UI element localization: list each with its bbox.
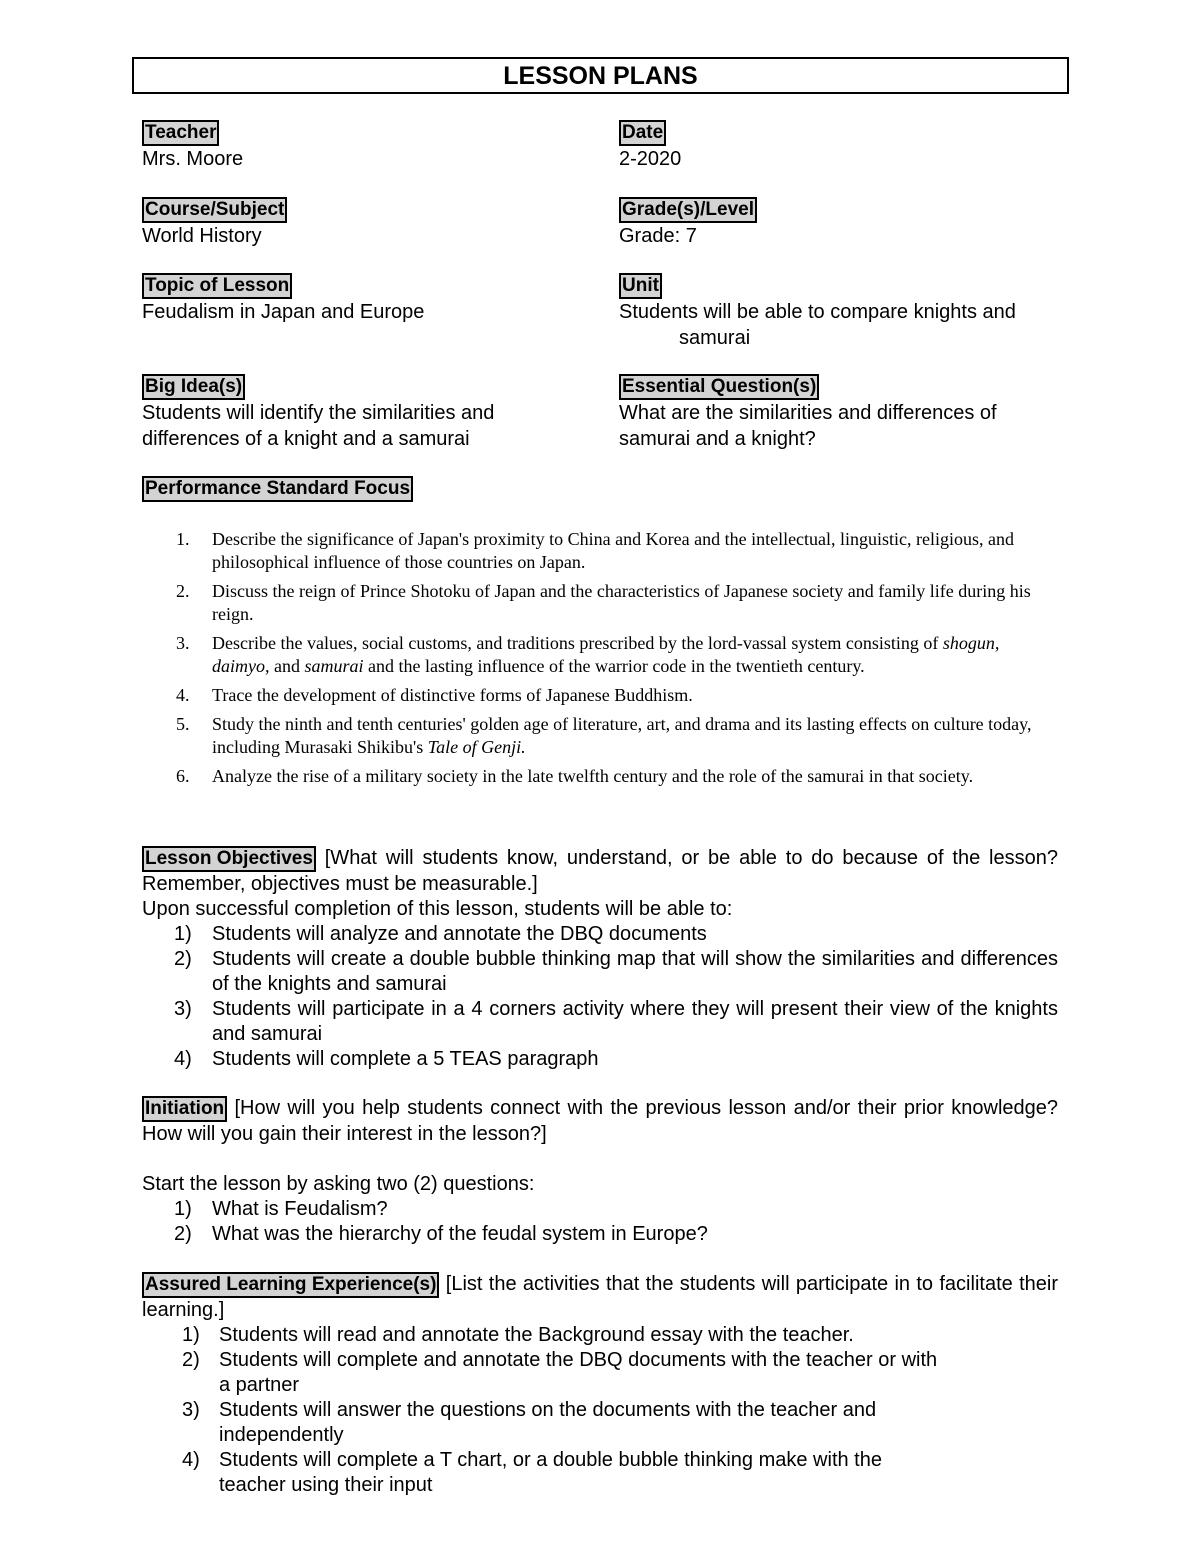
topic-label: Topic of Lesson [142,273,292,299]
list-item: 3) Students will answer the questions on the documents with the teacher and independently [182,1399,877,1446]
list-item: 3) Students will participate in a 4 corners activity where they will present their view of the knights and samurai [174,998,1058,1045]
unit-field [619,272,1059,351]
list-item: 2) Students will create a double bubble thinking map that will show the similarities and differences of the knights and samurai [174,948,1058,995]
teacher-label: Teacher [142,120,219,146]
grade-field [619,196,1059,249]
objectives-prompt: [What will students know, understand, or be able to do because of the lesson? Remember, objectives must be measurable.] [142,847,1058,895]
objectives-paragraph [142,846,1058,897]
list-item: 2) What was the hierarchy of the feudal system in Europe? [174,1223,708,1245]
performance-heading [142,475,413,502]
list-item: 1) Students will analyze and annotate the DBQ documents [174,923,707,945]
essential-question-field [619,373,1059,452]
list-item: 4) Students will complete a T chart, or a double bubble thinking make with the teacher using their input [182,1449,882,1496]
assured-list [142,1323,942,1498]
assured-learning-section [142,1272,1058,1498]
unit-line-1: Students will be able to compare knights and [619,301,1016,323]
initiation-intro: Start the lesson by asking two (2) questions: [142,1173,535,1195]
list-item: 4. Trace the development of distinctive forms of Japanese Buddhism. [176,685,693,705]
initiation-prompt: [How will you help students connect with the previous lesson and/or their prior knowledge? How will you gain their interest in the lesson?] [142,1097,1058,1145]
objectives-list [142,922,1058,1072]
big-idea-line-2: differences of a knight and a samurai [142,428,470,450]
date-value: 2-2020 [619,148,682,170]
course-value: World History [142,225,262,247]
list-item: 5. Study the ninth and tenth centuries' golden age of literature, art, and drama and its lasting effects on culture today, including Murasaki Shikibu's Tale of Genji. [176,714,1032,757]
essential-question-label: Essential Question(s) [619,374,819,400]
topic-field [142,272,582,325]
assured-label: Assured Learning Experience(s) [142,1272,439,1298]
list-item: 1) Students will read and annotate the Background essay with the teacher. [182,1324,854,1346]
big-idea-line-1: Students will identify the similarities and [142,402,495,424]
initiation-section [142,1096,1058,1247]
essential-question-line-2: samurai and a knight? [619,428,816,450]
grade-label: Grade(s)/Level [619,197,757,223]
big-idea-field [142,373,582,452]
date-label: Date [619,120,666,146]
list-item: 4) Students will complete a 5 TEAS paragraph [174,1048,599,1070]
course-field [142,196,582,249]
essential-question-line-1: What are the similarities and differences of [619,402,997,424]
page-title: LESSON PLANS [132,57,1069,94]
topic-value: Feudalism in Japan and Europe [142,301,425,323]
unit-label: Unit [619,273,662,299]
list-item: 2) Students will complete and annotate the DBQ documents with the teacher or with a partner [182,1349,938,1396]
assured-prompt: [List the activities that the students will participate in to facilitate their learning.] [142,1273,1058,1321]
initiation-paragraph [142,1096,1058,1147]
list-item: 1) What is Feudalism? [174,1198,388,1220]
initiation-list [142,1197,1058,1247]
objectives-intro: Upon successful completion of this lesson, students will be able to: [142,898,733,920]
list-item: 3. Describe the values, social customs, and traditions prescribed by the lord-vassal system consisting of shogun, daimyo, and samurai and the lasting influence of the warrior code in the twentieth century. [176,633,1000,676]
big-idea-label: Big Idea(s) [142,374,245,400]
teacher-value: Mrs. Moore [142,148,244,170]
initiation-label: Initiation [142,1096,227,1122]
date-field [619,119,1059,172]
list-item: 2. Discuss the reign of Prince Shotoku of Japan and the characteristics of Japanese society and family life during his reign. [176,581,1031,624]
performance-standards-list [176,528,1061,794]
teacher-field [142,119,582,172]
list-item: 1. Describe the significance of Japan's proximity to China and Korea and the intellectual, linguistic, religious, and philosophical influence of those countries on Japan. [176,529,1015,572]
list-item: 6. Analyze the rise of a military society in the late twelfth century and the role of the samurai in that society. [176,766,974,786]
objectives-label: Lesson Objectives [142,846,316,872]
lesson-objectives-section [142,846,1058,1072]
grade-value: Grade: 7 [619,225,697,247]
unit-line-2: samurai [679,327,751,349]
course-label: Course/Subject [142,197,287,223]
performance-label: Performance Standard Focus [142,476,413,502]
assured-paragraph [142,1272,1058,1323]
